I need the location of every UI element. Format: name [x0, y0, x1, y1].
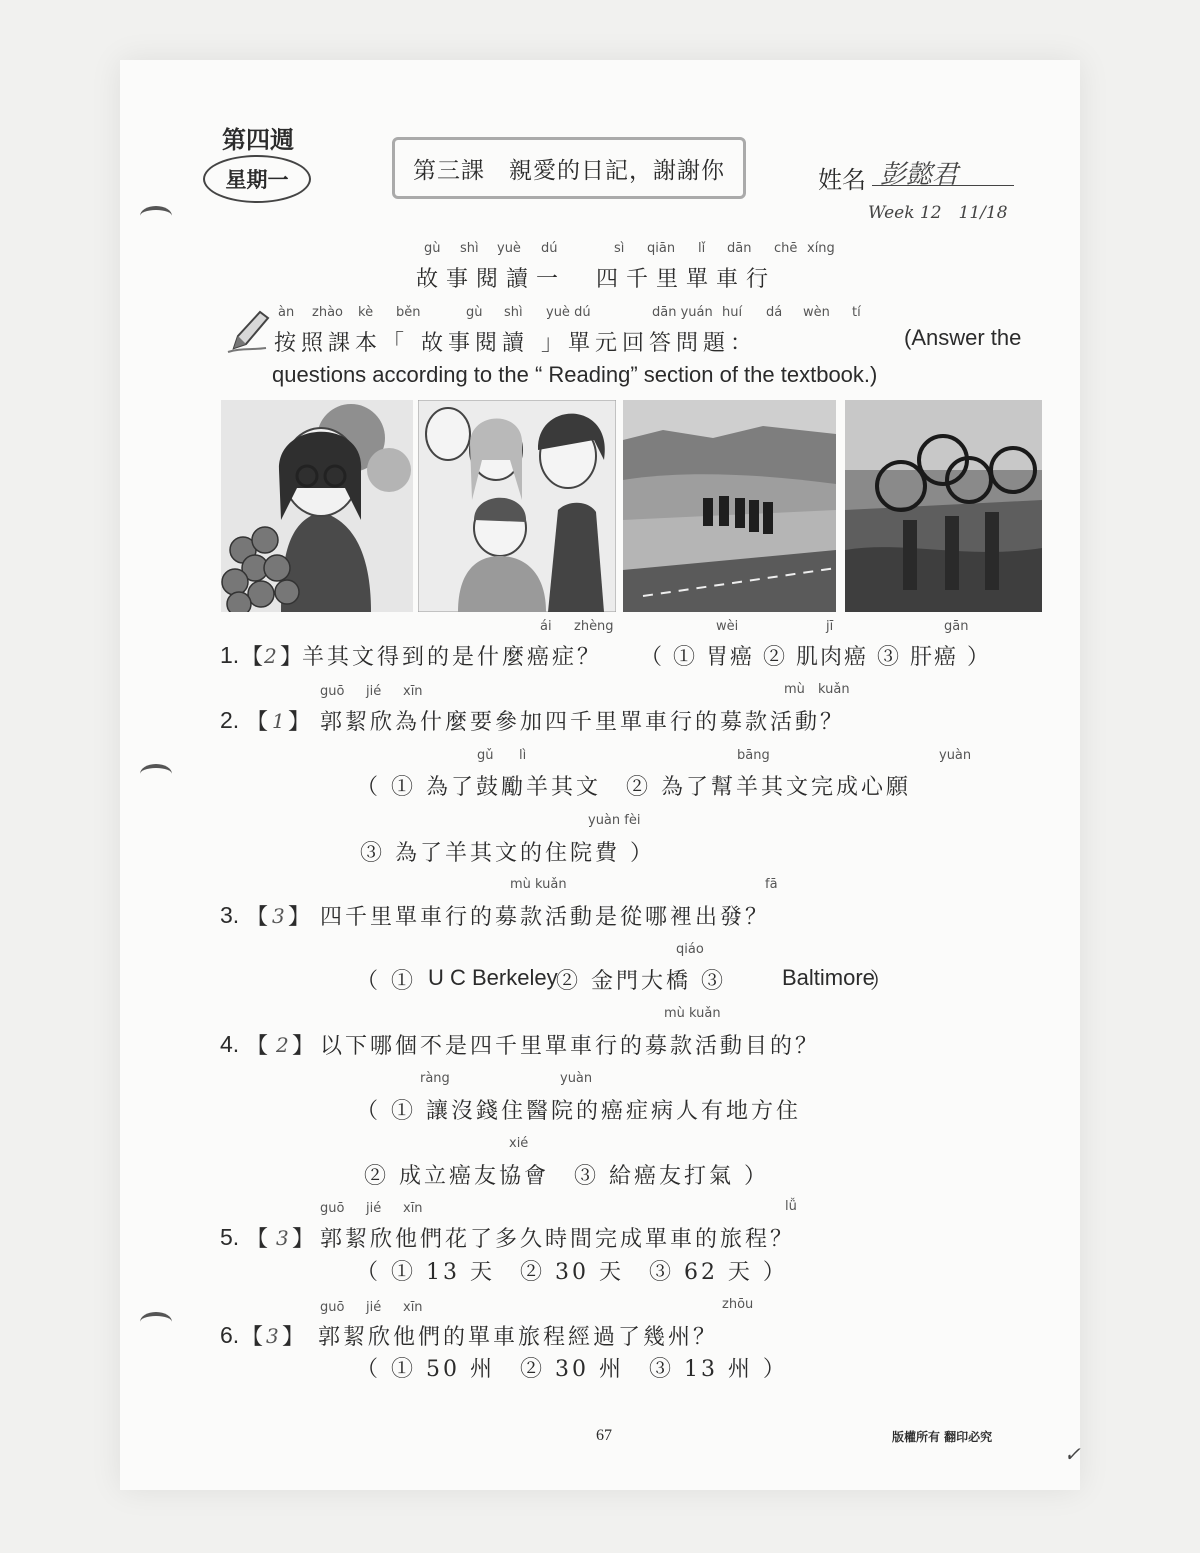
- pinyin: yuàn fèi: [588, 813, 641, 828]
- page-number: 67: [596, 1427, 612, 1444]
- photo-cyclists-on-road: [623, 400, 836, 612]
- question-options-line2: ③ 為了羊其文的住院費 ）: [360, 841, 655, 866]
- pinyin: jié: [366, 1201, 382, 1216]
- answer-bracket-open: 【: [241, 1325, 264, 1350]
- instruction-en-line2: questions according to the “ Reading” section of the textbook.): [272, 362, 878, 387]
- pinyin: lǚ: [785, 1199, 797, 1214]
- pinyin: shì: [504, 305, 523, 320]
- pinyin: zhào: [312, 305, 343, 320]
- pinyin: guō: [320, 1300, 345, 1315]
- pinyin: huí: [722, 305, 743, 320]
- pinyin: xīn: [403, 1300, 423, 1315]
- pinyin: yuè: [497, 241, 521, 256]
- name-label: 姓名: [818, 166, 866, 194]
- question-number: 2.: [220, 707, 240, 733]
- instruction-zh: 按照課本「 故事閱讀 」單元回答問題：: [274, 331, 757, 356]
- question-number: 1.: [220, 642, 240, 668]
- option-ucberkeley: U C Berkeley: [428, 965, 558, 990]
- pinyin: tí: [852, 305, 861, 320]
- pinyin: dān: [727, 241, 752, 256]
- pinyin: mù: [784, 682, 805, 697]
- question-number: 4.: [220, 1031, 240, 1057]
- question-options-e: ）: [870, 969, 893, 994]
- illustration-friends-hospital: [418, 400, 616, 612]
- answer-input[interactable]: 2: [264, 644, 277, 668]
- pinyin: gù: [466, 305, 483, 320]
- week-label: 第四週: [222, 125, 294, 154]
- answer-bracket-open: 【: [246, 1034, 269, 1059]
- question-options: （ ① 胃癌 ② 肌肉癌 ③ 肝癌 ）: [640, 645, 991, 670]
- pinyin: mù kuǎn: [664, 1006, 721, 1021]
- pinyin: shì: [460, 241, 479, 256]
- binder-hole: [140, 764, 172, 784]
- pinyin: gǔ: [477, 748, 494, 763]
- pinyin: àn: [278, 305, 295, 320]
- photo-cyclists-raising-bikes: [845, 400, 1042, 612]
- question-options-line1: （ ① 讓沒錢住醫院的癌症病人有地方住: [356, 1099, 801, 1124]
- pinyin: kè: [358, 305, 374, 320]
- pinyin: dú: [541, 241, 558, 256]
- lesson-text: 第三課 親愛的日記，謝謝你: [413, 157, 725, 184]
- pencil-icon: [226, 304, 272, 354]
- question-text: 郭絜欣他們花了多久時間完成單車的旅程？: [320, 1227, 796, 1252]
- pinyin: ái: [540, 619, 552, 634]
- question-options-a: （ ①: [356, 969, 416, 994]
- pinyin: chē: [774, 241, 798, 256]
- pinyin: gù: [424, 241, 441, 256]
- question-text: 郭絜欣為什麼要參加四千里單車行的募款活動？: [320, 710, 846, 735]
- answer-bracket-open: 【: [246, 710, 269, 735]
- pinyin: guō: [320, 1201, 345, 1216]
- pinyin: jié: [366, 684, 382, 699]
- pinyin: lì: [519, 748, 527, 763]
- pinyin: fā: [765, 877, 778, 892]
- question-options-line1: （ ① 為了鼓勵羊其文 ② 為了幫羊其文完成心願: [356, 775, 911, 800]
- pinyin: bāng: [737, 748, 770, 763]
- question-options: （ ① 50 州 ② 30 州 ③ 13 州 ）: [356, 1357, 788, 1382]
- pinyin: sì: [614, 241, 625, 256]
- copyright-notice: 版權所有 翻印必究: [892, 1430, 993, 1444]
- pinyin: guō: [320, 684, 345, 699]
- pinyin: mù kuǎn: [510, 877, 567, 892]
- pinyin: wèi: [716, 619, 739, 634]
- day-label: 星期一: [225, 167, 289, 192]
- answer-bracket-open: 【: [246, 1227, 269, 1252]
- pinyin: dān yuán: [652, 305, 713, 320]
- check-mark: ✓: [1064, 1442, 1081, 1466]
- question-number: 6.: [220, 1322, 240, 1348]
- answer-bracket-close: 】: [292, 1034, 315, 1059]
- pinyin: zhōu: [722, 1297, 754, 1312]
- answer-bracket-close: 】: [288, 905, 311, 930]
- pinyin: jī: [826, 619, 834, 634]
- question-options-line2: ② 成立癌友協會 ③ 給癌友打氣 ）: [364, 1164, 769, 1189]
- section-title: 故事閱讀一 四千里單車行: [416, 267, 777, 292]
- pinyin: xīn: [403, 684, 423, 699]
- answer-bracket-close: 】: [282, 1325, 305, 1350]
- pinyin: xīn: [403, 1201, 423, 1216]
- pinyin: ràng: [420, 1071, 450, 1086]
- student-name: 彭懿君: [880, 160, 959, 190]
- question-number: 3.: [220, 902, 240, 928]
- answer-bracket-open: 【: [241, 645, 264, 670]
- question-options: （ ① 13 天 ② 30 天 ③ 62 天 ）: [356, 1260, 788, 1285]
- option-baltimore: Baltimore: [782, 965, 875, 990]
- pinyin: gān: [944, 619, 969, 634]
- pinyin: xíng: [807, 241, 835, 256]
- pinyin: yuàn: [560, 1071, 593, 1086]
- answer-input[interactable]: 3: [272, 904, 285, 928]
- instruction-en-line1: (Answer the: [904, 325, 1022, 350]
- pinyin: qiān: [647, 241, 676, 256]
- pinyin: jié: [366, 1300, 382, 1315]
- pinyin: zhèng: [574, 619, 614, 634]
- pinyin: yuàn: [939, 748, 972, 763]
- day-badge: [203, 155, 311, 203]
- pinyin: lǐ: [698, 241, 706, 256]
- question-options-c: ② 金門大橋 ③: [556, 969, 726, 994]
- lesson-title: [392, 137, 746, 199]
- illustration-girl-with-flowers: [221, 400, 413, 612]
- question-number: 5.: [220, 1224, 240, 1250]
- binder-hole: [140, 1312, 172, 1332]
- answer-input[interactable]: 2: [276, 1033, 289, 1057]
- pinyin: wèn: [803, 305, 830, 320]
- answer-input[interactable]: 3: [276, 1226, 289, 1250]
- pinyin: běn: [396, 305, 421, 320]
- answer-bracket-open: 【: [246, 905, 269, 930]
- answer-bracket-close: 】: [288, 710, 311, 735]
- answer-bracket-close: 】: [280, 645, 303, 670]
- pinyin: dá: [766, 305, 783, 320]
- pinyin: qiáo: [676, 942, 704, 957]
- answer-input[interactable]: 3: [266, 1324, 279, 1348]
- binder-hole: [140, 206, 172, 226]
- pinyin: xié: [509, 1136, 529, 1151]
- pinyin: yuè dú: [546, 305, 591, 320]
- question-text: 以下哪個不是四千里單車行的募款活動目的？: [320, 1034, 821, 1059]
- answer-bracket-close: 】: [292, 1227, 315, 1252]
- question-text: 郭絜欣他們的單車旅程經過了幾州？: [318, 1325, 719, 1350]
- week-date-note: Week 12 11/18: [868, 203, 1008, 223]
- question-text: 四千里單車行的募款活動是從哪裡出發？: [320, 905, 771, 930]
- question-text: 羊其文得到的是什麼癌症？: [302, 645, 603, 670]
- pinyin: kuǎn: [818, 682, 850, 697]
- answer-input[interactable]: 1: [272, 709, 285, 733]
